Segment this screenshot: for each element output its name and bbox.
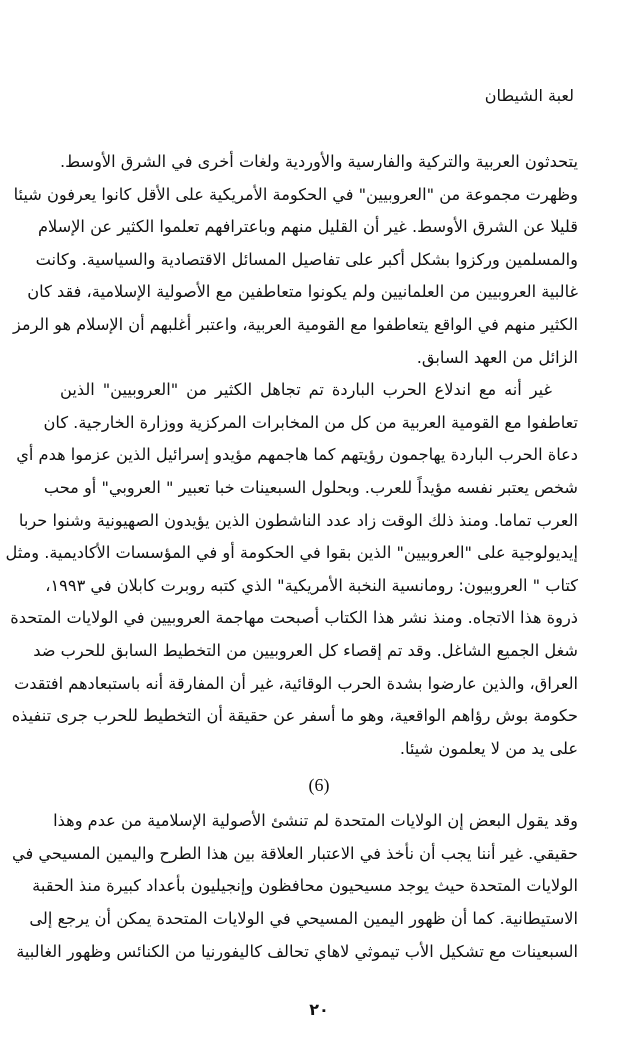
paragraph-1-line-5: غالبية العروبيين من العلمانيين ولم يكونوا متعاطفين مع الأصولية الإسلامية، فقد كان <box>27 282 578 302</box>
body-text <box>5 146 578 968</box>
paragraph-2-line-9: شغل الجميع الشاغل. وقد تم إقصاء كل العروبيين من التخطيط السابق للحرب ضد <box>33 640 578 660</box>
closing-paragraph-line-4: الاستيطانية. كما أن ظهور اليمين المسيحي في الولايات المتحدة يمكن أن يرجع إلى <box>29 909 578 929</box>
paragraph-2-line-12: على يد من لا يعلمون شيئا. <box>399 738 578 758</box>
paragraph-2-line-5: العرب تماما. ومنذ ذلك الوقت زاد عدد الناشطون الذين يؤيدون الصهيونية وشنوا حربا <box>18 510 578 530</box>
paragraph-2-line-8: ذروة هذا الاتجاه. ومنذ نشر هذا الكتاب أصبحت مهاجمة العروبيين في الولايات المتحدة <box>10 608 578 628</box>
closing-paragraph-line-5: السبعينات مع تشكيل الأب تيموثي لاهاي تحالف كاليفورنيا من الكنائس وظهور الغالبية <box>16 941 578 961</box>
paragraph-2-line-7: كتاب " العروبيون: رومانسية النخبة الأمريكية" الذي كتبه روبرت كابلان في ١٩٩٣، <box>45 575 578 595</box>
closing-paragraph-line-3: الولايات المتحدة حيث يوجد مسيحيون محافظون وإنجيليون بأعداد كبيرة منذ الحقبة <box>32 876 578 896</box>
paragraph-2-line-4: شخص يعتبر نفسه مؤيداً للعرب. وبحلول السبعينات خبا تعبير " العروبي" أو محب <box>43 477 578 497</box>
closing-paragraph-line-2: حقيقي. غير أننا يجب أن نأخذ في الاعتبار العلاقة بين هذا الطرح واليمين المسيحي في <box>12 843 578 863</box>
paragraph-1-line-6: الكثير منهم في الواقع يتعاطفوا مع القومية العربية، واعتبر أغلبهم أن الإسلام هو الرمز <box>13 314 578 334</box>
section-number: (6) <box>308 775 330 796</box>
paragraph-1-line-3: قليلا عن الشرق الأوسط. غير أن القليل منهم وباعترافهم تعلموا الكثير عن الإسلام <box>37 217 578 237</box>
paragraph-2-line-1: غير أنه مع اندلاع الحرب الباردة تم تجاهل الكثير من "العروبيين" الذين <box>60 380 552 400</box>
paragraph-1-line-4: والمسلمين وركزوا بشكل أكبر على تفاصيل المسائل الاقتصادية والسياسية. وكانت <box>35 249 578 269</box>
paragraph-2-line-10: العراق، والذين عارضوا بشدة الحرب الوقائية، غير أن المفارقة أنه باستبعادهم افتقدت <box>14 673 578 693</box>
paragraph-1-line-1: يتحدثون العربية والتركية والفارسية والأوردية ولغات أخرى في الشرق الأوسط. <box>60 152 578 171</box>
paragraph-2-line-6: إيديولوجية على "العروبيين" الذين بقوا في الحكومة أو في المؤسسات الأكاديمية. ومثل <box>5 543 578 563</box>
closing-paragraph-line-1: وقد يقول البعض إن الولايات المتحدة لم تنشئ الأصولية الإسلامية من عدم وهذا <box>53 811 578 831</box>
paragraph-2-line-2: تعاطفوا مع القومية العربية من كل من المخابرات المركزية ووزارة الخارجية. كان <box>43 412 578 432</box>
paragraph-1-line-2: وظهرت مجموعة من "العروبيين" في الحكومة الأمريكية على الأقل كانوا يعرفون شيئا <box>13 184 578 204</box>
running-header-title: لعبة الشيطان <box>484 86 574 105</box>
paragraph-1-line-7: الزائل من العهد السابق. <box>416 347 578 367</box>
paragraph-2-line-3: دعاة الحرب الباردة يهاجمون رؤيتهم كما هاجمهم مؤيدو إسرائيل الذين عزموا هدم أي <box>16 445 578 465</box>
paragraph-2-line-11: حكومة بوش رؤاهم الواقعية، وهو ما أسفر عن حقيقة أن التخطيط للحرب جرى تنفيذه <box>11 706 578 726</box>
page-number: ٢٠ <box>309 1000 329 1019</box>
